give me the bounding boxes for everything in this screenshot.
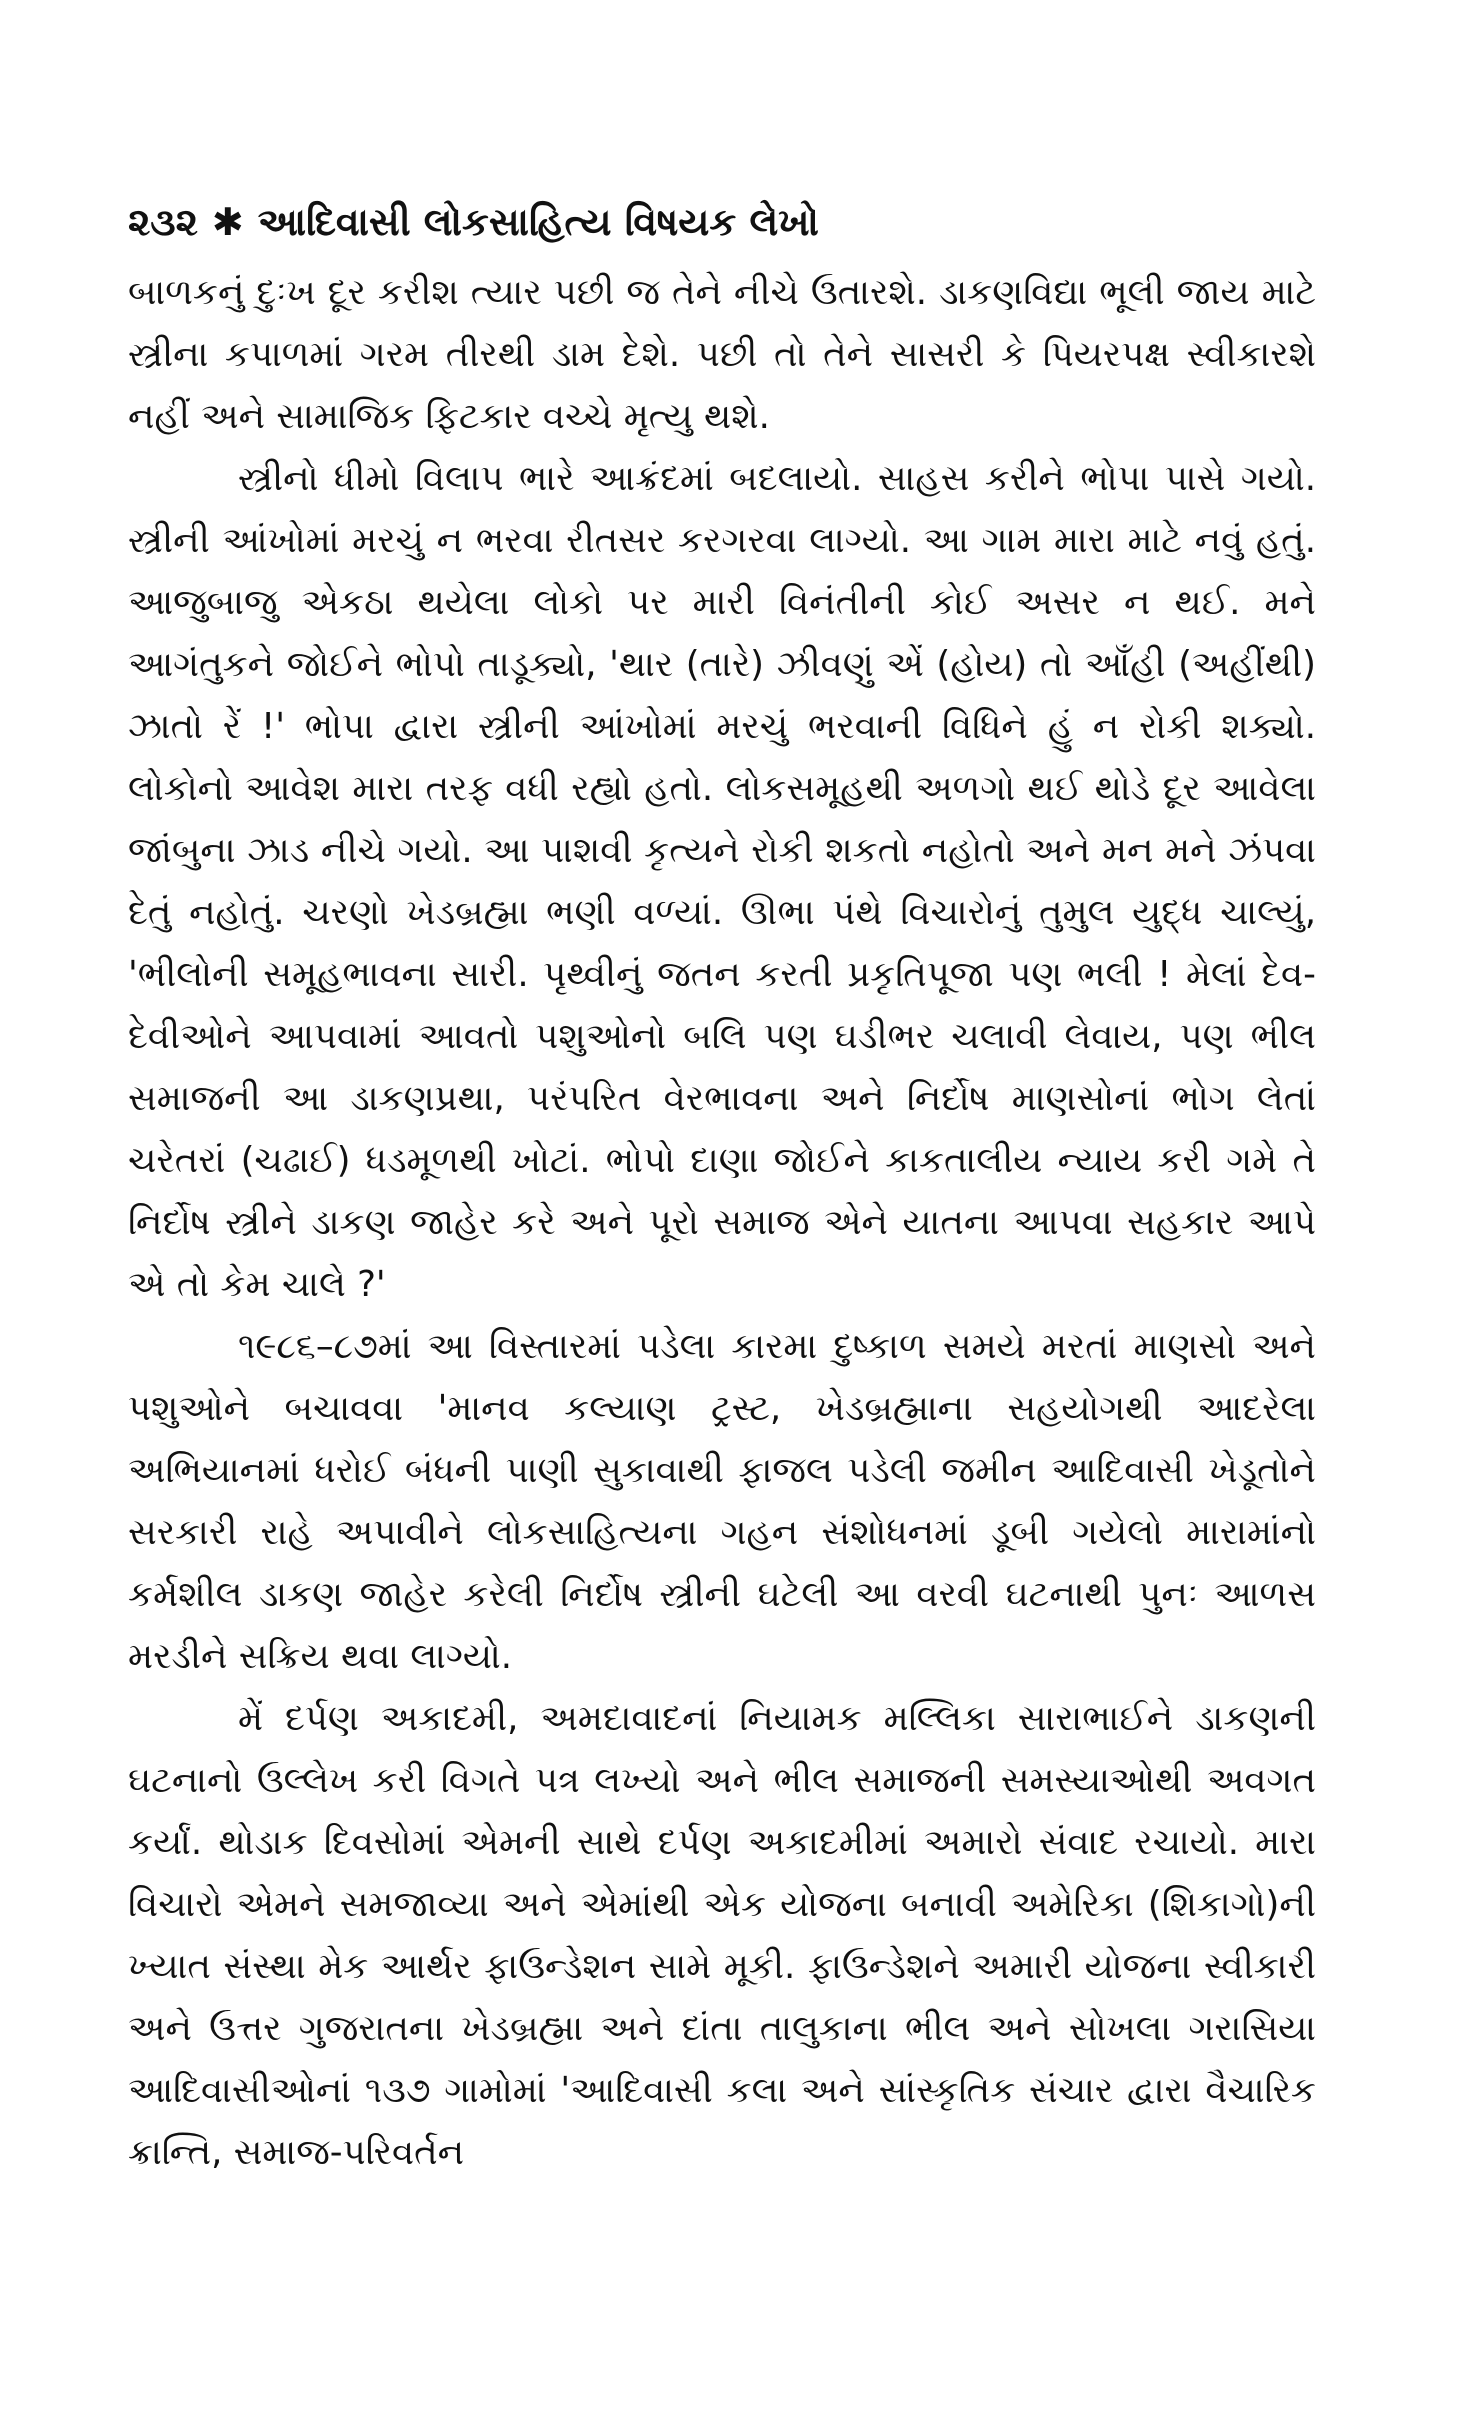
running-header: [128, 196, 1316, 248]
paragraph-continuation: બાળકનું દુઃખ દૂર કરીશ ત્યાર પછી જ તેને નીચે ઉતારશે. ડાકણવિદ્યા ભૂલી જાય માટે સ્ત્રીના કપાળમાં ગરમ તીરથી ડામ દેશે. પછી તો તેને સાસરી કે પિયરપક્ષ સ્વીકારશે નહીં અને સામાજિક ફિટકાર વચ્ચે મૃત્યુ થશે.: [128, 272, 1316, 437]
paragraph: સ્ત્રીનો ધીમો વિલાપ ભારે આક્રંદમાં બદલાયો. સાહસ કરીને ભોપા પાસે ગયો. સ્ત્રીની આંખોમાં મરચું ન ભરવા રીતસર કરગરવા લાગ્યો. આ ગામ મારા માટે નવું હતું. આજુબાજુ એકઠા થયેલા લોકો પર મારી વિનંતીની કોઈ અસર ન થઈ. મને આગંતુકને જોઈને ભોપો તાડૂક્યો, 'થાર (તારે) ઝીવણું એં (હોય) તો આઁહી (અહીંથી) ઝાતો રેં !' ભોપા દ્વારા સ્ત્રીની આંખોમાં મરચું ભરવાની વિધિને હું ન રોકી શક્યો. લોકોનો આવેશ મારા તરફ વધી રહ્યો હતો. લોકસમૂહથી અળગો થઈ થોડે દૂર આવેલા જાંબુના ઝાડ નીચે ગયો. આ પાશવી કૃત્યને રોકી શકતો નહોતો અને મન મને ઝંપવા દેતું નહોતું. ચરણો ખેડબ્રહ્મા ભણી વળ્યાં. ઊભા પંથે વિચારોનું તુમુલ યુદ્ધ ચાલ્યું, 'ભીલોની સમૂહભાવના સારી. પૃથ્વીનું જતન કરતી પ્રકૃતિપૂજા પણ ભલી ! મેલાં દેવ-દેવીઓને આપવામાં આવતો પશુઓનો બલિ પણ ઘડીભર ચલાવી લેવાય, પણ ભીલ સમાજની આ ડાકણપ્રથા, પરંપરિત વેરભાવના અને નિર્દોષ માણસોનાં ભોગ લેતાં ચરેતરાં (ચઢાઈ) ધડમૂળથી ખોટાં. ભોપો દાણા જોઈને કાકતાલીય ન્યાય કરી ગમે તે નિર્દોષ સ્ત્રીને ડાકણ જાહેર કરે અને પૂરો સમાજ એને યાતના આપવા સહકાર આપે એ તો કેમ ચાલે ?': [128, 458, 1316, 1305]
book-page: [128, 196, 1316, 2184]
asterisk-separator-icon: ✱: [211, 200, 244, 244]
paragraph: ૧૯૮૬–૮૭માં આ વિસ્તારમાં પડેલા કારમા દુષ્કાળ સમયે મરતાં માણસો અને પશુઓને બચાવવા 'માનવ કલ્યાણ ટ્રસ્ટ, ખેડબ્રહ્માના સહયોગથી આદરેલા અભિયાનમાં ધરોઈ બંધની પાણી સુકાવાથી ફાજલ પડેલી જમીન આદિવાસી ખેડૂતોને સરકારી રાહે અપાવીને લોકસાહિત્યના ગહન સંશોધનમાં ડૂબી ગયેલો મારામાંનો કર્મશીલ ડાકણ જાહેર કરેલી નિર્દોષ સ્ત્રીની ઘટેલી આ વરવી ઘટનાથી પુનઃ આળસ મરડીને સક્રિય થવા લાગ્યો.: [128, 1326, 1316, 1677]
body-text: [128, 262, 1316, 2184]
paragraph: મેં દર્પણ અકાદમી, અમદાવાદનાં નિયામક મલ્લિકા સારાભાઈને ડાકણની ઘટનાનો ઉલ્લેખ કરી વિગતે પત્ર લખ્યો અને ભીલ સમાજની સમસ્યાઓથી અવગત કર્યાં. થોડાક દિવસોમાં એમની સાથે દર્પણ અકાદમીમાં અમારો સંવાદ રચાયો. મારા વિચારો એમને સમજાવ્યા અને એમાંથી એક યોજના બનાવી અમેરિકા (શિકાગો)ની ખ્યાત સંસ્થા મેક આર્થર ફાઉન્ડેશન સામે મૂકી. ફાઉન્ડેશને અમારી યોજના સ્વીકારી અને ઉત્તર ગુજરાતના ખેડબ્રહ્મા અને દાંતા તાલુકાના ભીલ અને સોખલા ગરાસિયા આદિવાસીઓનાં ૧૩૭ ગામોમાં 'આદિવાસી કલા અને સાંસ્કૃતિક સંચાર દ્વારા વૈચારિક ક્રાન્તિ, સમાજ-પરિવર્તન: [128, 1698, 1316, 2173]
page-number: ૨૩૨: [128, 200, 198, 244]
book-title: આદિવાસી લોકસાહિત્ય વિષયક લેખો: [257, 200, 819, 244]
